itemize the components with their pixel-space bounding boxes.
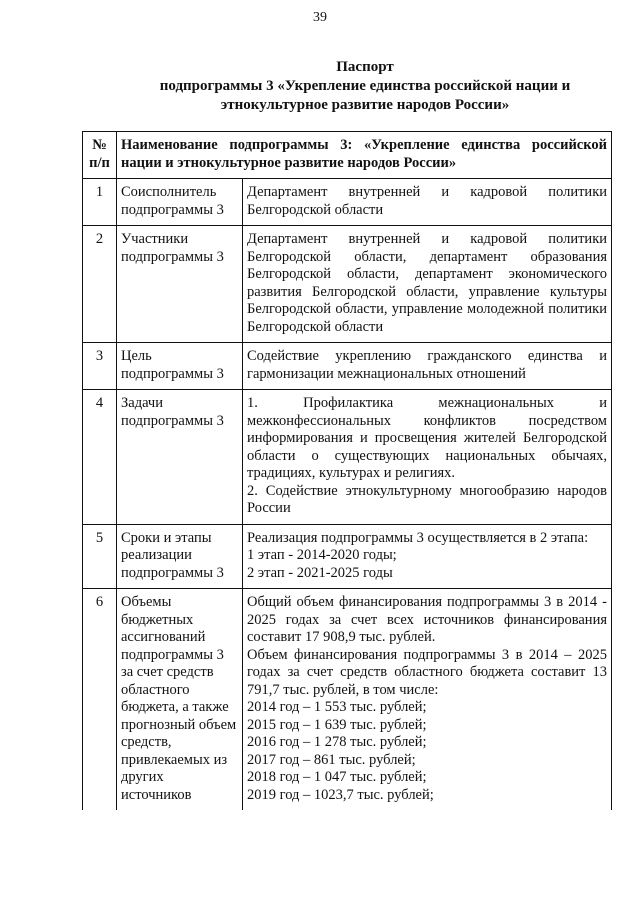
row-name-line: других: [121, 769, 164, 785]
row-name-line: средств,: [121, 734, 172, 750]
table-row: [83, 524, 612, 589]
row-value-line: Объем финансирования подпрограммы 3 в 2014 – 2025 годах за счет средств областного бюджета составит 13 791,7 тыс. рублей, в том числе:: [247, 646, 607, 698]
row-value: [243, 390, 612, 525]
title-line-1: Паспорт: [336, 59, 394, 75]
row-number: 1: [83, 179, 117, 226]
row-name-line: бюджета, а также: [121, 699, 229, 715]
row-value-line: 2019 год – 1023,7 тыс. рублей;: [247, 786, 434, 803]
row-name-line: подпрограммы 3: [121, 248, 224, 265]
row-value-line: 2016 год – 1 278 тыс. рублей;: [247, 734, 427, 750]
header-number-line-1: №: [92, 137, 107, 153]
row-value-line: Содействие укреплению гражданского единства и гармонизации межнациональных отношений: [247, 348, 607, 382]
table-row: [83, 226, 612, 343]
row-value: [243, 589, 612, 811]
row-name: [117, 179, 243, 226]
row-name-line: Объемы: [121, 594, 172, 610]
row-value-line: 2. Содействие этнокультурному многообразию народов России: [247, 482, 607, 516]
row-name-line: прогнозный объем: [121, 716, 237, 733]
row-value: [243, 343, 612, 390]
row-name-line: Участники: [121, 231, 189, 247]
header-number-cell: [83, 132, 117, 179]
row-name: [117, 390, 243, 525]
row-value: [243, 524, 612, 589]
row-name-line: Соисполнитель: [121, 184, 217, 200]
row-name-line: Сроки и этапы: [121, 529, 212, 546]
row-value-line: 1. Профилактика межнациональных и межконфессиональных конфликтов посредством информирования и просвещения жителей Белгородской области о существующих национальных обычаях, традициях, культурах и религиях.: [247, 395, 607, 481]
row-name-line: привлекаемых из: [121, 751, 228, 768]
row-name: [117, 343, 243, 390]
row-number: 3: [83, 343, 117, 390]
row-value-line: 2017 год – 861 тыс. рублей;: [247, 751, 416, 768]
row-value: [243, 179, 612, 226]
row-name-line: областного: [121, 681, 190, 698]
row-value-line: 2 этап - 2021-2025 годы: [247, 564, 393, 581]
row-value-line: Департамент внутренней и кадровой политики Белгородской области, департамент образования Белгородской области, департамент экономического развития Белгородской области, управление культуры Белгородской области, управление молодежной политики Белгородской области: [247, 231, 607, 335]
row-value-line: Реализация подпрограммы 3 осуществляется в 2 этапа:: [247, 529, 589, 546]
row-name-line: подпрограммы 3: [121, 365, 224, 382]
table-row: [83, 589, 612, 811]
row-number: 5: [83, 524, 117, 589]
row-name-line: подпрограммы 3: [121, 646, 224, 663]
row-name-line: подпрограммы 3: [121, 412, 224, 429]
row-number: 4: [83, 390, 117, 525]
row-value-line: 1 этап - 2014-2020 годы;: [247, 547, 397, 563]
row-value-line: Департамент внутренней и кадровой политики Белгородской области: [247, 184, 607, 218]
row-name: [117, 589, 243, 811]
table-header-row: [83, 132, 612, 179]
row-name-line: подпрограммы 3: [121, 201, 224, 218]
row-number: 2: [83, 226, 117, 343]
row-name-line: бюджетных: [121, 611, 194, 628]
title-line-2: подпрограммы 3 «Укрепление единства российской нации и: [159, 78, 571, 94]
title-line-3: этнокультурное развитие народов России»: [220, 97, 510, 113]
table-row: [83, 179, 612, 226]
row-name: [117, 226, 243, 343]
header-number-line-2: п/п: [89, 154, 110, 171]
table-row: [83, 390, 612, 525]
row-name-line: Цель: [121, 348, 152, 364]
row-name: [117, 524, 243, 589]
row-name-line: ассигнований: [121, 629, 206, 645]
table-row: [83, 343, 612, 390]
row-number: 6: [83, 589, 117, 811]
passport-title: [120, 58, 610, 115]
row-value: [243, 226, 612, 343]
row-name-line: источников: [121, 786, 192, 803]
row-name-line: реализации: [121, 547, 192, 563]
row-name-line: Задачи: [121, 395, 163, 411]
row-value-line: 2014 год – 1 553 тыс. рублей;: [247, 699, 427, 715]
passport-table: [82, 131, 612, 810]
row-name-line: подпрограммы 3: [121, 564, 224, 581]
page-number: 39: [313, 10, 327, 25]
row-name-line: за счет средств: [121, 664, 214, 680]
row-value-line: Общий объем финансирования подпрограммы 3 в 2014 - 2025 годах за счет всех источников финансирования составит 17 908,9 тыс. рублей.: [247, 594, 607, 645]
header-name-cell: Наименование подпрограммы 3: «Укрепление единства российской нации и этнокультурное развитие народов России»: [117, 132, 612, 179]
row-value-line: 2015 год – 1 639 тыс. рублей;: [247, 716, 427, 733]
row-value-line: 2018 год – 1 047 тыс. рублей;: [247, 769, 427, 785]
